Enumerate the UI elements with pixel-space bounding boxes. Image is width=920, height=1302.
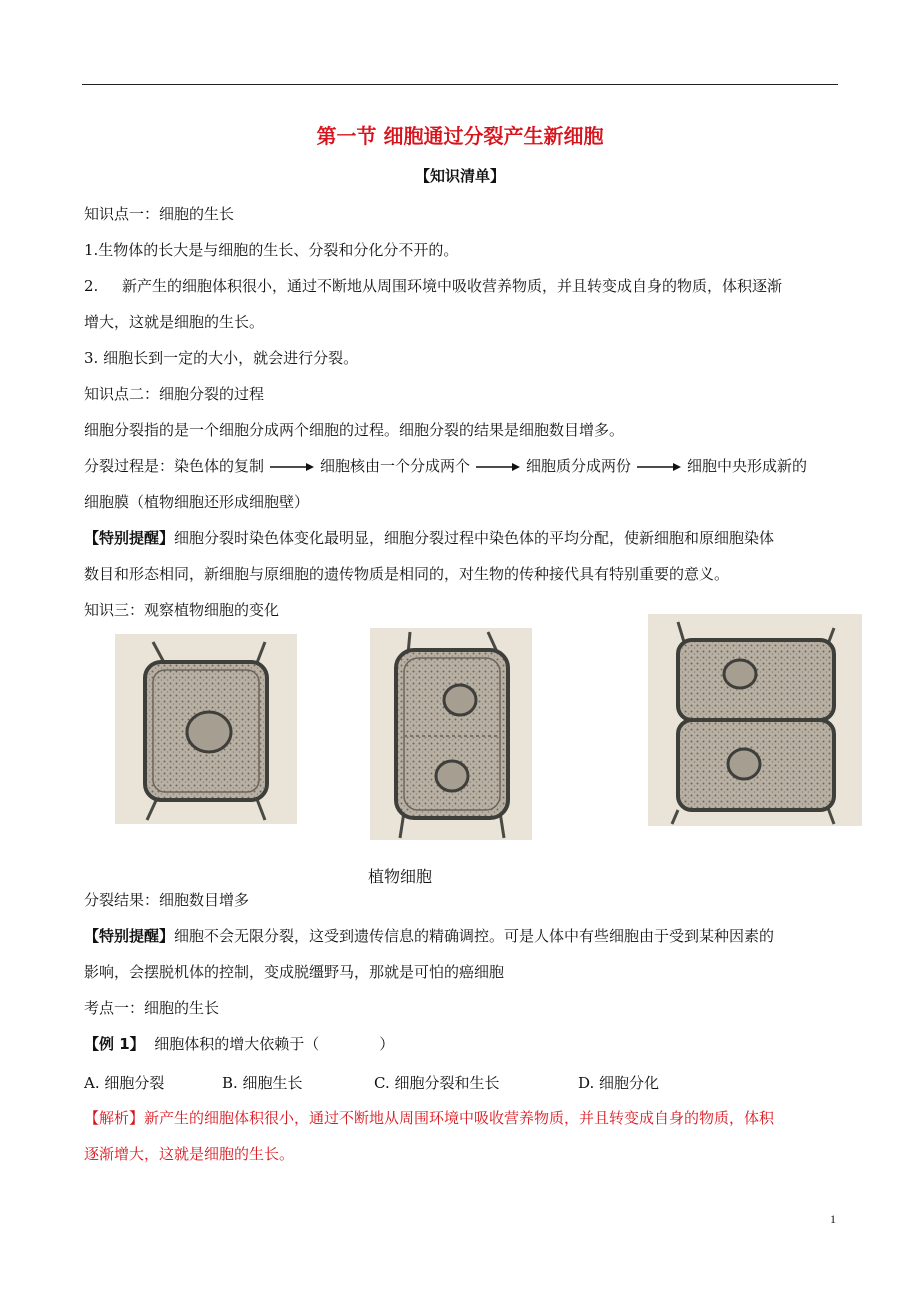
kp1-item-2-text: 新产生的细胞体积很小，通过不断地从周围环境中吸收营养物质，并且转变成自身的物质，体积逐渐 bbox=[122, 277, 783, 295]
page-title: 第一节 细胞通过分裂产生新细胞 bbox=[316, 124, 604, 148]
page-number: 1 bbox=[830, 1212, 836, 1226]
example-label: 【例 1】 bbox=[84, 1035, 145, 1053]
kp1-item-1: 1.生物体的长大是与细胞的生长、分裂和分化分不开的。 bbox=[84, 241, 459, 259]
tip-label: 【特别提醒】 bbox=[84, 529, 175, 547]
option-d: D. 细胞分化 bbox=[578, 1074, 660, 1092]
kp2-heading: 知识点二：细胞分裂的过程 bbox=[84, 385, 265, 403]
kp1-item-2-number: 2. bbox=[84, 277, 99, 295]
kp1-item-2-cont: 增大，这就是细胞的生长。 bbox=[84, 313, 265, 331]
analysis-cont: 逐渐增大，这就是细胞的生长。 bbox=[84, 1145, 295, 1163]
kp2-tip-cont: 数目和形态相同，新细胞与原细胞的遗传物质是相同的，对生物的传种接代具有特别重要的意义。 bbox=[84, 565, 730, 583]
arrow-right-icon bbox=[476, 462, 520, 472]
process-label: 分裂过程是：染色体的复制 bbox=[84, 457, 265, 475]
tip-text: 细胞不会无限分裂，这受到遗传信息的精确调控。可是人体中有些细胞由于受到某种因素的 bbox=[174, 927, 775, 945]
example-question bbox=[84, 1034, 394, 1054]
section-subtitle: 【知识清单】 bbox=[414, 167, 505, 185]
kp2-process bbox=[84, 456, 807, 476]
header-rule bbox=[82, 84, 838, 85]
option-c: C. 细胞分裂和生长 bbox=[374, 1074, 500, 1092]
plant-cell-image-1 bbox=[115, 634, 297, 824]
arrow-right-icon bbox=[637, 462, 681, 472]
analysis: 【解析】新产生的细胞体积很小，通过不断地从周围环境中吸收营养物质，并且转变成自身的物质，体积 bbox=[84, 1109, 775, 1127]
kp1-heading: 知识点一：细胞的生长 bbox=[84, 205, 235, 223]
kp2-tip bbox=[84, 528, 774, 548]
process-step-3: 细胞质分成两份 bbox=[526, 457, 632, 475]
kp1-item-2 bbox=[84, 276, 782, 296]
option-a: A. 细胞分裂 bbox=[84, 1074, 165, 1092]
kp2-process-cont: 细胞膜（植物细胞还形成细胞壁） bbox=[84, 493, 310, 511]
kp1-item-3: 3. 细胞长到一定的大小，就会进行分裂。 bbox=[84, 349, 359, 367]
kp3-result: 分裂结果：细胞数目增多 bbox=[84, 891, 250, 909]
process-step-2: 细胞核由一个分成两个 bbox=[320, 457, 471, 475]
arrow-right-icon bbox=[270, 462, 314, 472]
question-text: 细胞体积的增大依赖于（ ） bbox=[154, 1035, 395, 1053]
kp2-definition: 细胞分裂指的是一个细胞分成两个细胞的过程。细胞分裂的结果是细胞数目增多。 bbox=[84, 421, 625, 439]
tip-label: 【特别提醒】 bbox=[84, 927, 175, 945]
kp3-heading: 知识三：观察植物细胞的变化 bbox=[84, 601, 280, 619]
plant-cell-image-2 bbox=[370, 628, 532, 840]
figure-caption: 植物细胞 bbox=[367, 867, 432, 886]
kp3-tip-cont: 影响，会摆脱机体的控制，变成脱缰野马，那就是可怕的癌细胞 bbox=[84, 963, 505, 981]
option-b: B. 细胞生长 bbox=[222, 1074, 303, 1092]
process-step-4: 细胞中央形成新的 bbox=[687, 457, 808, 475]
kp3-tip bbox=[84, 926, 774, 946]
plant-cell-image-3 bbox=[648, 614, 862, 826]
exam-heading: 考点一：细胞的生长 bbox=[84, 999, 220, 1017]
tip-text: 细胞分裂时染色体变化最明显，细胞分裂过程中染色体的平均分配，使新细胞和原细胞染体 bbox=[174, 529, 775, 547]
